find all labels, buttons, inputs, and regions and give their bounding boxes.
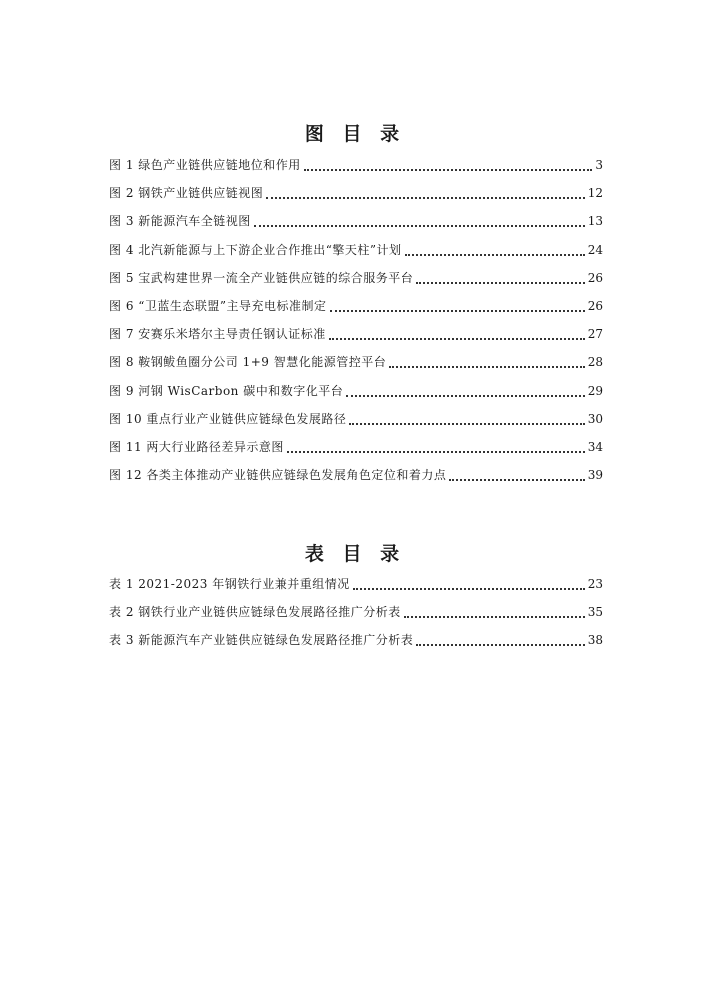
toc-entry-label: 图 4 北汽新能源与上下游企业合作推出“擎天柱”计划 [109, 242, 402, 257]
toc-leader-dots [254, 213, 585, 227]
toc-entry[interactable] [109, 348, 603, 376]
toc-entry-page-number: 38 [587, 633, 603, 648]
toc-entry-page-number: 24 [587, 242, 603, 257]
toc-entry[interactable] [109, 179, 603, 207]
toc-entry-page-number: 30 [587, 411, 603, 426]
toc-leader-dots [330, 298, 585, 312]
toc-leader-dots [266, 185, 584, 199]
toc-leader-dots [405, 242, 585, 256]
toc-leader-dots [449, 467, 584, 481]
toc-entry[interactable] [109, 264, 603, 292]
toc-entry[interactable] [109, 405, 603, 433]
toc-entry-page-number: 23 [587, 577, 603, 591]
toc-entry-label: 图 1 绿色产业链供应链地位和作用 [109, 158, 301, 172]
toc-entry-label: 图 12 各类主体推动产业链供应链绿色发展角色定位和着力点 [109, 468, 447, 483]
toc-entry-label: 图 2 钢铁产业链供应链视图 [109, 186, 264, 201]
toc-entry-label: 表 3 新能源汽车产业链供应链绿色发展路径推广分析表 [109, 633, 414, 648]
toc-entry-label: 图 11 两大行业路径差异示意图 [109, 439, 284, 454]
toc-entry[interactable] [109, 626, 603, 654]
toc-entry-label: 图 10 重点行业产业链供应链绿色发展路径 [109, 411, 347, 426]
tables-list [109, 570, 603, 655]
toc-entry[interactable] [109, 570, 603, 598]
toc-entry-page-number: 13 [587, 214, 603, 229]
figures-heading: 图 目 录 [304, 123, 406, 145]
toc-entry-label: 图 7 安赛乐米塔尔主导责任钢认证标准 [109, 327, 326, 342]
toc-leader-dots [404, 604, 585, 618]
toc-entry-page-number: 34 [587, 439, 603, 454]
toc-entry-label: 图 9 河钢 WisCarbon 碳中和数字化平台 [109, 383, 344, 398]
toc-entry-page-number: 35 [587, 605, 603, 620]
toc-entry[interactable] [109, 377, 603, 405]
toc-leader-dots [287, 439, 585, 453]
toc-entry-page-number: 26 [587, 270, 603, 285]
toc-entry[interactable] [109, 461, 603, 489]
toc-entry-page-number: 12 [587, 186, 603, 201]
toc-entry[interactable] [109, 598, 603, 626]
toc-leader-dots [416, 632, 584, 646]
toc-leader-dots [346, 383, 584, 397]
toc-entry[interactable] [109, 207, 603, 235]
toc-entry-page-number: 39 [587, 468, 603, 483]
toc-entry[interactable] [109, 433, 603, 461]
toc-entry-page-number: 29 [587, 383, 603, 398]
toc-entry[interactable] [109, 151, 603, 179]
toc-entry[interactable] [109, 292, 603, 320]
toc-entry-label: 图 8 鞍钢鲅鱼圈分公司 1+9 智慧化能源管控平台 [109, 355, 387, 370]
toc-leader-dots [329, 326, 585, 340]
toc-leader-dots [349, 411, 584, 425]
toc-entry-label: 图 5 宝武构建世界一流全产业链供应链的综合服务平台 [109, 270, 414, 285]
toc-entry-page-number: 26 [587, 298, 603, 313]
toc-entry-page-number: 3 [595, 158, 603, 172]
toc-entry-label: 图 6 “卫蓝生态联盟”主导充电标准制定 [109, 298, 327, 313]
toc-entry[interactable] [109, 320, 603, 348]
toc-entry-page-number: 28 [587, 355, 603, 370]
toc-leader-dots [389, 354, 585, 368]
toc-leader-dots [353, 576, 585, 590]
toc-entry[interactable] [109, 236, 603, 264]
toc-entry-label: 图 3 新能源汽车全链视图 [109, 214, 251, 229]
toc-entry-page-number: 27 [587, 327, 603, 342]
toc-entry-label: 表 2 钢铁行业产业链供应链绿色发展路径推广分析表 [109, 605, 401, 620]
tables-heading: 表 目 录 [304, 543, 406, 565]
toc-leader-dots [416, 270, 584, 284]
figures-list [109, 151, 603, 489]
toc-leader-dots [304, 157, 593, 171]
toc-entry-label: 表 1 2021-2023 年钢铁行业兼并重组情况 [109, 577, 350, 591]
